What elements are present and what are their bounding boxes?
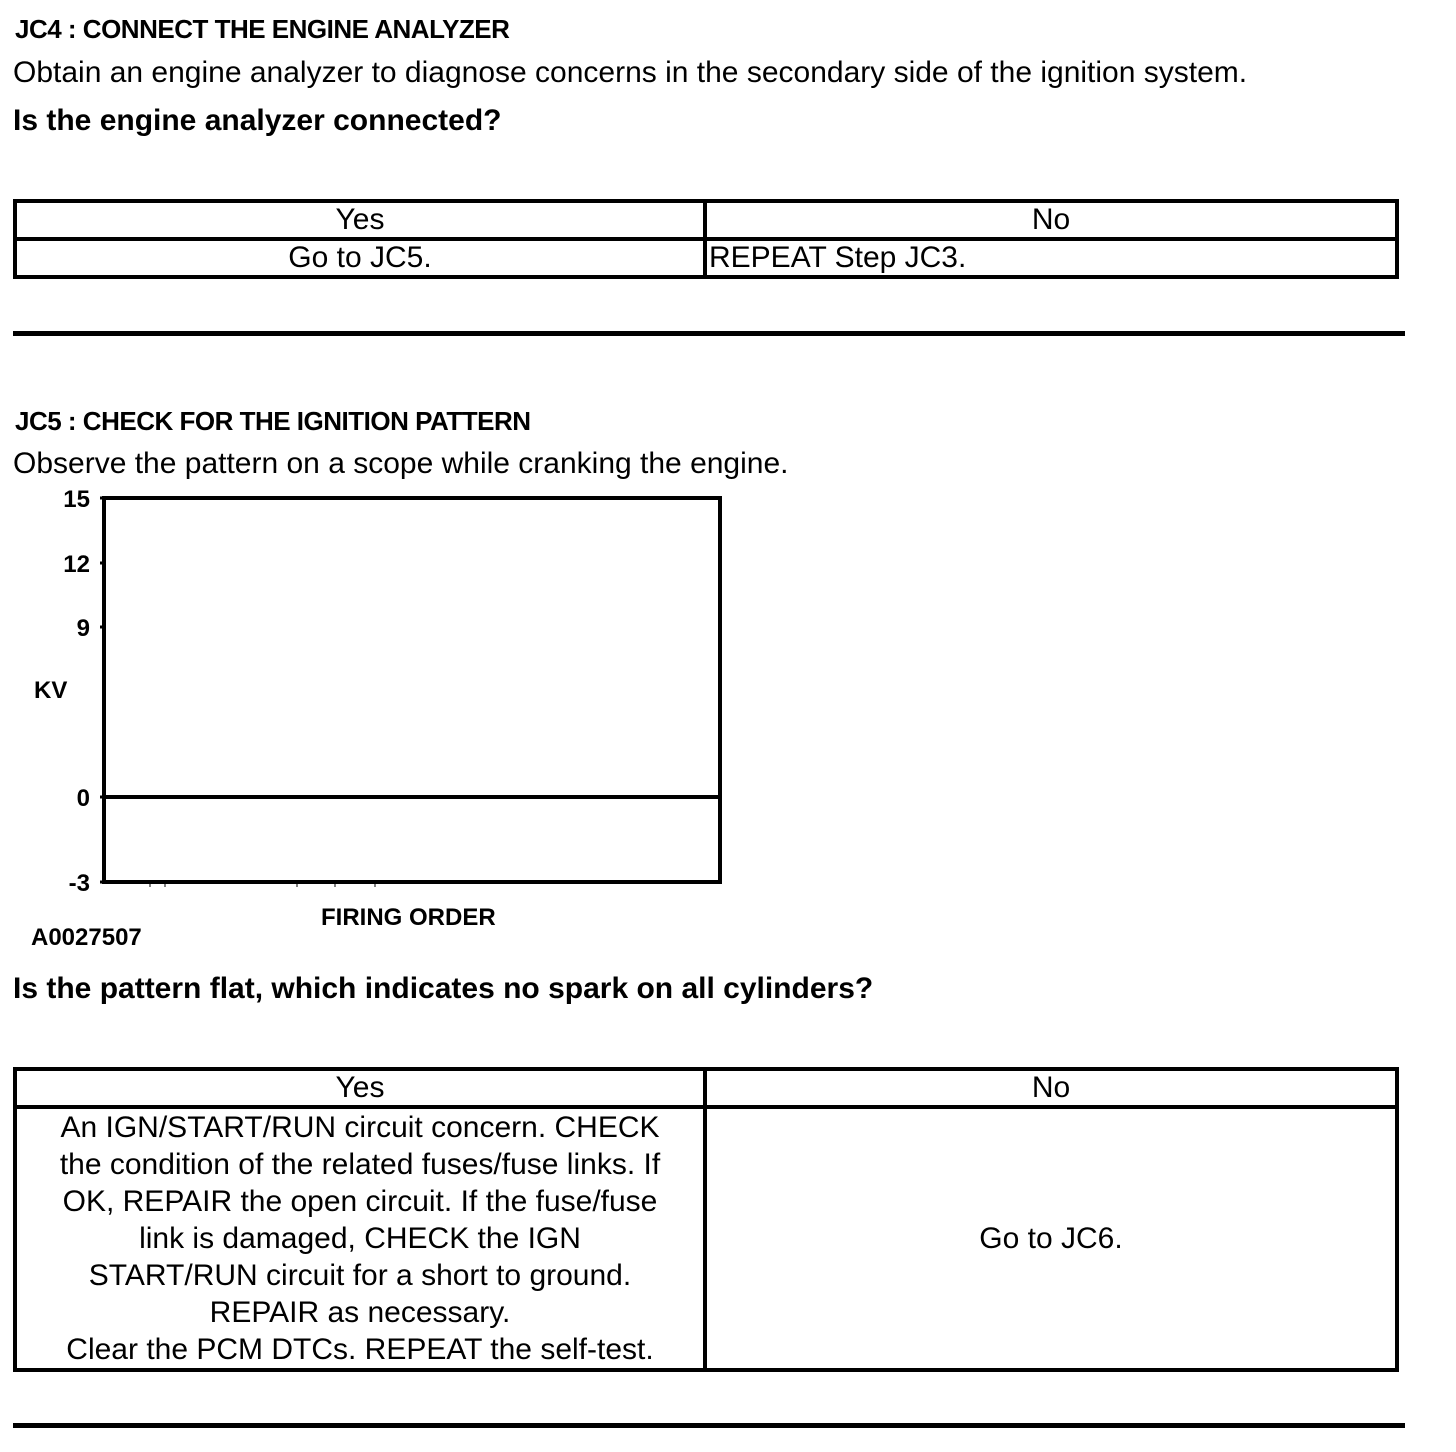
- step-jc5-answer-table: [13, 1067, 1399, 1372]
- step-jc4-heading: JC4 : CONNECT THE ENGINE ANALYZER: [15, 14, 510, 44]
- yes-header: Yes: [15, 1069, 705, 1107]
- step-jc5-instruction: Observe the pattern on a scope while cranking the engine.: [13, 447, 789, 480]
- step-jc5-question: Is the pattern flat, which indicates no spark on all cylinders?: [13, 972, 874, 1005]
- yes-answer-line: the condition of the related fuses/fuse links. If: [59, 1148, 661, 1181]
- y-tick-label: -3: [68, 870, 90, 897]
- figure-id: A0027507: [31, 924, 142, 951]
- no-answer: REPEAT Step JC3.: [705, 239, 1397, 277]
- y-tick-label: 15: [63, 486, 90, 513]
- section-divider: [13, 331, 1405, 336]
- yes-answer-line: REPAIR as necessary.: [209, 1296, 511, 1329]
- y-tick-label: 9: [76, 615, 90, 642]
- step-jc4-answer-table: [13, 199, 1399, 279]
- yes-header: Yes: [15, 201, 705, 239]
- yes-answer: Go to JC5.: [15, 239, 705, 277]
- yes-answer: [15, 1107, 705, 1370]
- y-tick-label: 12: [63, 551, 90, 578]
- yes-answer-line: START/RUN circuit for a short to ground.: [88, 1259, 632, 1292]
- step-jc4-question: Is the engine analyzer connected?: [13, 104, 502, 137]
- yes-answer-line: An IGN/START/RUN circuit concern. CHECK: [60, 1111, 660, 1144]
- x-axis-label: FIRING ORDER: [321, 904, 496, 931]
- y-tick-label: 0: [76, 785, 90, 812]
- section-divider: [13, 1423, 1405, 1428]
- no-answer: Go to JC6.: [705, 1107, 1397, 1370]
- yes-answer-line: link is damaged, CHECK the IGN: [139, 1222, 581, 1255]
- yes-answer-line: OK, REPAIR the open circuit. If the fuse/fuse: [62, 1185, 658, 1218]
- no-header: No: [705, 201, 1397, 239]
- step-jc4-instruction: Obtain an engine analyzer to diagnose concerns in the secondary side of the ignition system.: [13, 56, 1248, 89]
- step-jc5-heading: JC5 : CHECK FOR THE IGNITION PATTERN: [15, 406, 531, 436]
- chart-frame: [104, 498, 720, 882]
- ignition-pattern-chart: [0, 480, 760, 960]
- y-axis-label: KV: [34, 677, 68, 704]
- no-header: No: [705, 1069, 1397, 1107]
- yes-answer-line: Clear the PCM DTCs. REPEAT the self-test.: [66, 1333, 654, 1366]
